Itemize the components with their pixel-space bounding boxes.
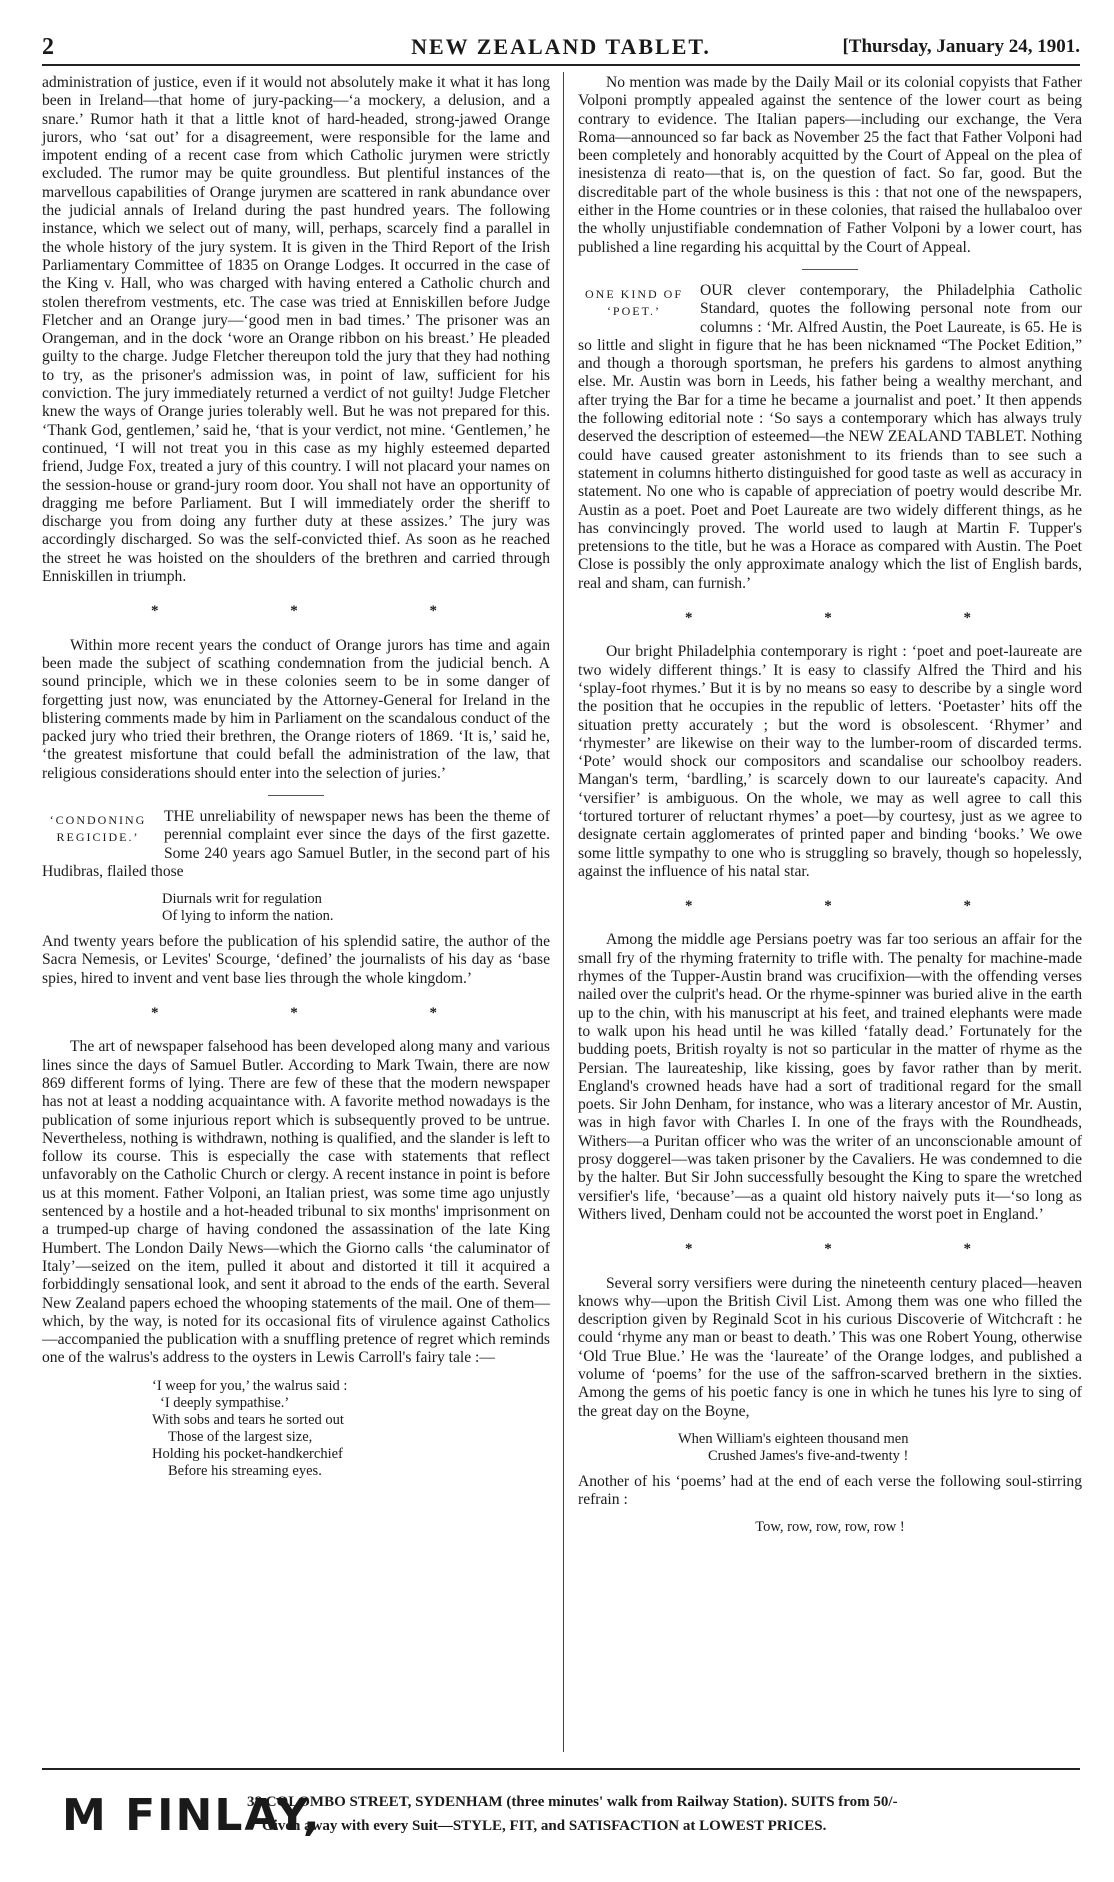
verse-line: Of lying to inform the nation. [162,908,334,925]
verse-line: Those of the largest size, [168,1428,313,1445]
verse-line: Tow, row, row, row, row ! [755,1519,905,1536]
article-paragraph: administration of justice, even if it would not absolutely make it what it has long been in Ireland—that home of jury-packing—‘a mockery, a delusion, and a snare.’ Rumor hath it that a little knot of hard-headed, strong-jawed Orange jurors, who ‘sat out’ for a disagreement, were responsible for the lame and impotent ending of a recent case from which Catholic jurymen were strictly excluded. The rumor may be quite groundless. But plentiful instances of the marvellous capabilities of Orange jurymen are scattered in rank abundance over the judicial annals of Ireland during the past hundred years. The following instance, which we select out of many, will, perhaps, scarcely find a parallel in the whole history of the jury system. It is given in the Third Report of the Irish Parliamentary Committee of 1835 on Orange Lodges. It occurred in the case of the King v. Hall, who was charged with having entered a Catholic church and stolen therefrom vestments, etc. The case was tried at Enniskillen before Judge Fletcher and an Orange jury—‘good men in bad times.’ The prisoner was an Orangeman, and in the dock ‘wore an Orange ribbon on his breast.’ He pleaded guilty to the charge. Judge Fletcher thereupon told the jury that they had nothing to try, as the prisoner's admission was, in point of law, sufficient for his conviction. The jury immediately returned a verdict of not guilty! Judge Fletcher knew the ways of Orange juries tolerably well. But he was not prepared for this. ‘Thank God, gentlemen,’ said he, ‘that is your verdict, not mine. ‘Gentlemen,’ he continued, ‘I will not treat you in this case as my highly esteemed departed friend, Judge Fox, treated a jury of this country. I will not placard your names on the session-house or grand-jury room door. You shall not have an opportunity of dragging me before Parliament. But I will immediately order the sheriff to discharge you from doing any further duty at these assizes.’ The jury was accordingly discharged. So was the self-convicted thief. As soon as he reached the street he was hoisted on the shoulders of the brethren and carried through Enniskillen in triumph. [42,74,550,586]
verse-block [162,891,550,925]
verse-line: With sobs and tears he sorted out [152,1411,344,1428]
ad-address-line: 38 COLOMBO STREET, SYDENHAM (three minutes' walk from Railway Station). SUITS from 50/- [247,1794,898,1810]
right-column [578,74,1082,1544]
article-paragraph: Among the middle age Persians poetry was far too serious an affair for the small fry of the rhyming fraternity to trifle with. The penalty for machine-made rhymes of the Tupper-Austin brand was crucifixion—with the offending verses nailed over the culprit's head. Or the rhyme-spinner was buried alive in the earth up to the chin, with his manuscript at his feet, and trained elephants were made to walk upon his head until he was killed ‘fatally dead.’ Fortunately for the budding poets, British royalty is not so particular in the matter of rhyme as the Persian. The laureateship, like kissing, goes by favor rather than by merit. England's crowned heads have had a sort of traditional regard for the small poets. Sir John Denham, for instance, who was a literary ancestor of Mr. Austin, was in high favor with Charles I. In one of the frays with the Roundheads, Withers—a Puritan officer who was the writer of an unconscionable amount of prosy doggerel—was taken prisoner by the Cavaliers. He was condemned to die by the halter. But Sir John successfully besought the King to spare the wretched versifier's life, ‘because’—as a quaint old history naively puts it—‘so long as Withers lived, Denham could not be accounted the worst poet in England.’ [578,931,1082,1223]
article-paragraph: The art of newspaper falsehood has been developed along many and various lines since the days of Samuel Butler. According to Mark Twain, there are now 869 different forms of lying. There are few of these that the modern newspaper has not at least a nodding acquaintance with. A favorite method nowadays is the publication of some injurious report which is subsequently proved to be untrue. Nevertheless, nothing is withdrawn, nothing is qualified, and the slander is left to follow its course. This is especially the case with statements that reflect unfavorably on the Catholic Church or clergy. A recent instance in point is before us at this moment. Father Volponi, an Italian priest, was some time ago unjustly sentenced by a hostile and a hot-headed tribunal to six months' imprisonment on a trumped-up charge of having condoned the assassination of the late King Humbert. The London Daily News—which the Giorno calls ‘the caluminator of Italy’—seized on the item, pulled it about and distorted it till it acquired a forbiddingly sensational look, and sent it abroad to the ends of the earth. Several New Zealand papers echoed the whooping statements of the mail. One of them—which, by the way, is noted for its occasional fits of virulence against Catholics—accompanied the publication with a snuffling pretence of regret which reminds one of the walrus's address to the oysters in Lewis Carroll's fairy tale :— [42,1038,550,1367]
verse-block [678,1431,1082,1465]
divider [802,269,858,270]
verse-line: When William's eighteen thousand men [678,1430,909,1447]
ad-tagline: Given away with every Suit—STYLE, FIT, and SATISFACTION at LOWEST PRICES. [262,1818,827,1834]
verse-line: ‘I deeply sympathise.’ [160,1394,290,1411]
advertisement [42,1768,1080,1860]
article-paragraph: THE unreliability of newspaper news has been the theme of perennial complaint ever since the days of the first gazette. Some 240 years ago Samuel Butler, in the second part of his Hudibras, flailed those [42,807,550,880]
article-paragraph: OUR clever contemporary, the Philadelphia Catholic Standard, quotes the following personal note from our columns : ‘Mr. Alfred Austin, the Poet Laureate, is 65. He is so little and slight in figure that he has been nicknamed “The Pocket Edition,” and though a thorough sportsman, he prefers his gardens to almost anything else. Mr. Austin was born in Leeds, his father being a wealthy merchant, and after trying the Bar for a time he became a journalist and poet.’ It then appends the following editorial note : ‘So says a contemporary which has always truly deserved the description of esteemed—the NEW ZEALAND TABLET. Nothing could have caused greater astonishment to its friends than to see such a statement in columns hitherto distinguished for good taste as well as accuracy in statement. No one who is capable of appreciation of poetry would describe Mr. Austin as a poet. Poet and Poet Laureate are two widely different things, as he has convincingly proved. The world used to laugh at Martin F. Tupper's pretensions to the title, but he was a Horace as compared with Austin. The Poet Close is possibly the only approximate analogy which the list of English bards, real and sham, can furnish.’ [578,281,1082,592]
verse-line: Holding his pocket-handkerchief [152,1445,343,1462]
column-rule [563,72,564,1752]
refrain-line [578,1519,1082,1536]
article-paragraph: Within more recent years the conduct of Orange jurors has time and again been made the subject of scathing condemnation from the judicial bench. A sound principle, which we in these colonies seem to be in some danger of forgetting just now, was enunciated by the Attorney-General for Ireland in the blistering comments made by him in Parliament on the scandalous conduct of the packed jury who tried their brethren, the Orange rioters of 1869. ‘It is,’ said he, ‘the greatest misfortune that could befall the administration of the law, that religious considerations should enter into the selection of juries.’ [42,636,550,782]
section-separator: * * * [685,898,1035,915]
article-paragraph: Another of his ‘poems’ had at the end of each verse the following soul-stirring refrain : [578,1472,1082,1509]
issue-date: [Thursday, January 24, 1901. [842,36,1080,57]
section-separator: * * * [151,603,501,620]
page-number: 2 [42,34,54,60]
verse-line: Diurnals writ for regulation [162,891,322,908]
advertiser-name: M FINLAY, [62,1790,322,1841]
side-heading: ‘CONDONING REGICIDE.’ [49,812,147,844]
masthead-title: NEW ZEALAND TABLET. [411,34,711,59]
article-paragraph: And twenty years before the publication of his splendid satire, the author of the Sacra Nemesis, or Levites' Scourge, ‘defined’ the journalists of his day as ‘base spies, hired to invent and vent base lies through the whole kingdom.’ [42,933,550,987]
verse-line: ‘I weep for you,’ the walrus said : [152,1377,348,1394]
section-separator: * * * [151,1005,501,1022]
left-column [42,74,550,1488]
divider [268,795,324,796]
article-paragraph: Our bright Philadelphia contemporary is right : ‘poet and poet-laureate are two widely different things.’ It is easy to classify Alfred the Third and his ‘splay-foot rhymes.’ But it is by no means so easy to describe by a single word the position that he occupies in the republic of letters. ‘Poetaster’ hits off the situation pretty accurately ; but the word is obsolescent. ‘Rhymer’ and ‘rhymester’ are likewise on their way to the lumber-room of discarded terms. ‘Pote’ would shock our compositors and scandalise our schoolboy readers. Mangan's term, ‘bardling,’ is scarcely down to our laureate's capacity. And ‘versifier’ is ambiguous. On the whole, we may as well agree to call this ‘tortured torturer of reluctant rhymes’ a poet—by courtesy, just as we agree to designate certain agglomerates of printed paper and binding ‘books.’ We owe some little sympathy to one who is struggling so bravely, though so hopelessly, against the influence of his natal star. [578,643,1082,880]
section-separator: * * * [685,1241,1035,1258]
section-separator: * * * [685,610,1035,627]
article-paragraph: No mention was made by the Daily Mail or its colonial copyists that Father Volponi promptly appealed against the sentence of the lower court as being contrary to evidence. The Italian papers—including our exchange, the Vera Roma—announced so far back as November 25 the fact that Father Volponi had been completely and honorably acquitted by the Court of Appeal on the plea of inesistenza di reato—that is, on the question of fact. So far, good. But the discreditable part of the whole business is this : that not one of the newspapers, either in the Home countries or in these colonies, that raised the hullabaloo over the wholly unjustifiable condemnation of Father Volponi by a lower court, has published a line regarding his acquittal by the Court of Appeal. [578,74,1082,256]
page-header [42,30,1080,66]
side-heading: ONE KIND OF ‘POET.’ [585,286,683,318]
verse-block [152,1378,550,1480]
verse-line: Before his streaming eyes. [168,1462,322,1479]
article-paragraph: Several sorry versifiers were during the nineteenth century placed—heaven knows why—upon the British Civil List. Among them was one who filled the description given by Reginald Scot in his curious Discoverie of Witchcraft : he could ‘rhyme any man or beast to death.’ This was one Robert Young, otherwise ‘Old True Blue.’ He was the ‘laureate’ of the Orange lodges, and published a volume of ‘poems’ for the use of the saffron-scarved brethern in the sixties. Among the gems of his poetic fancy is one in which he tunes his lyre to sing of the great day on the Boyne, [578,1274,1082,1420]
verse-line: Crushed James's five-and-twenty ! [708,1447,909,1464]
